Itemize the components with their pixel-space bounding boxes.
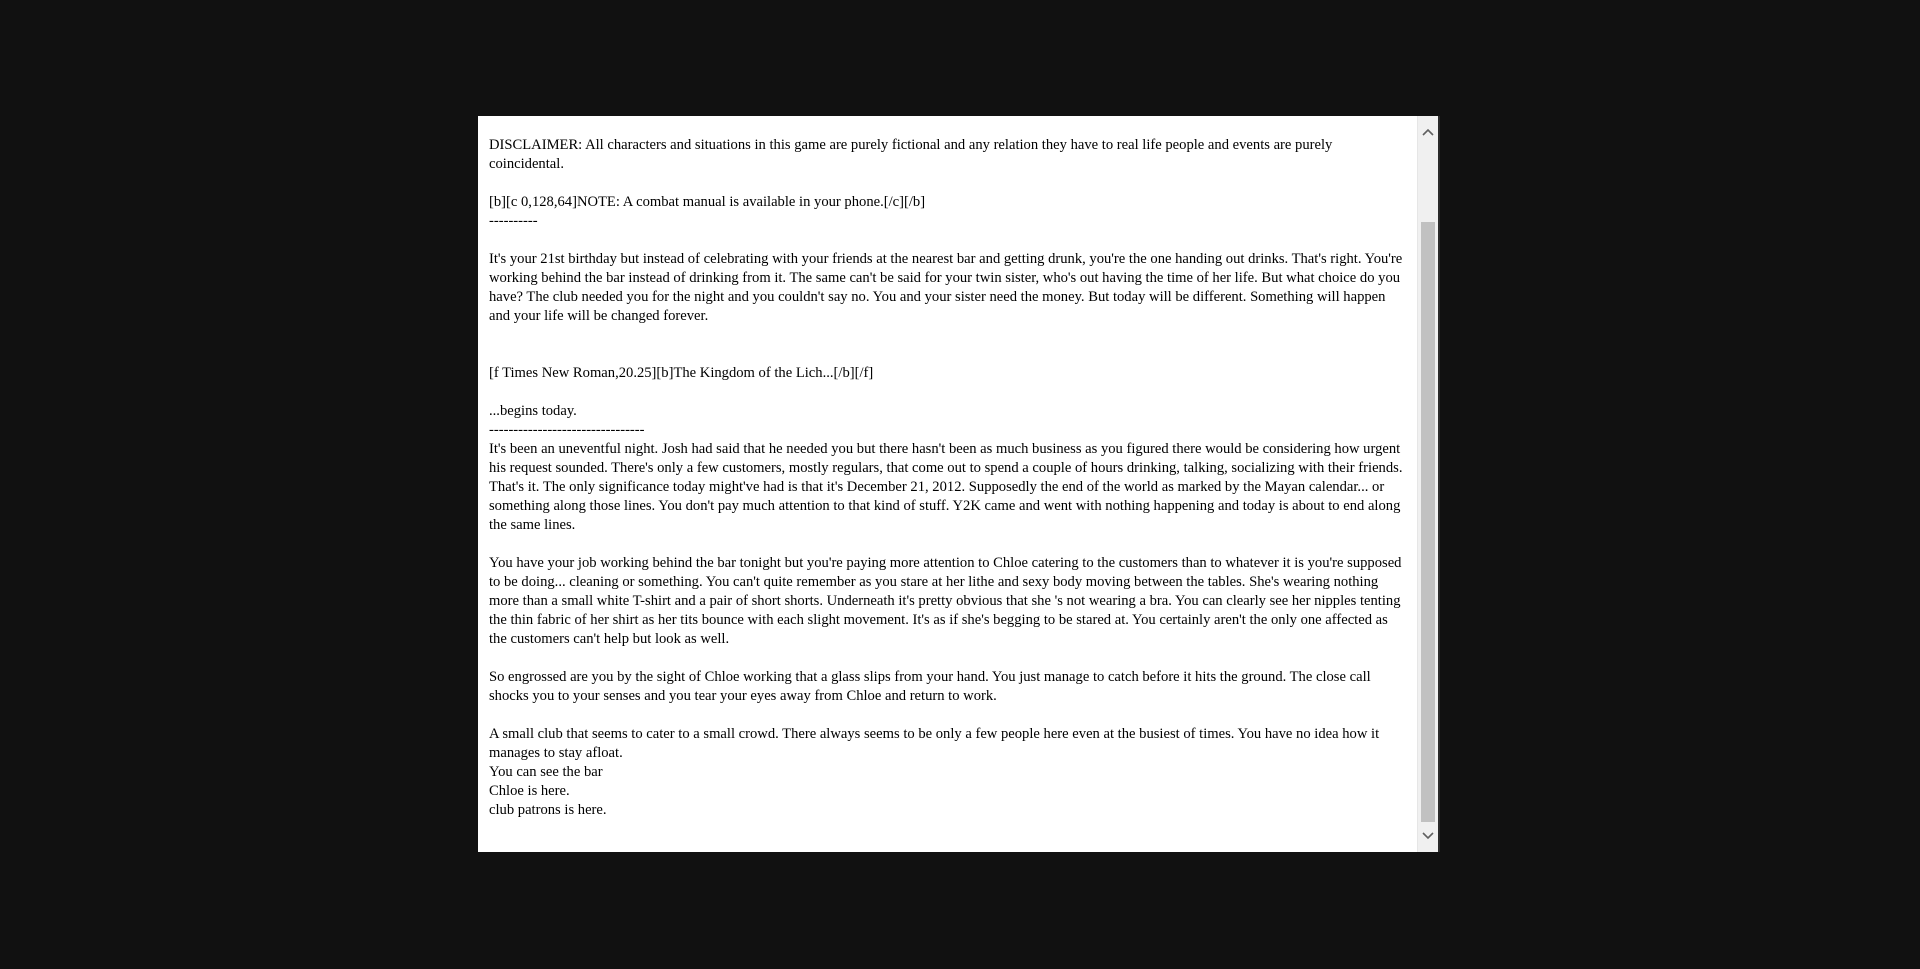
paragraph-gap bbox=[489, 326, 1407, 364]
paragraph-gap bbox=[489, 383, 1407, 402]
game-text-window bbox=[478, 116, 1440, 852]
scroll-down-button[interactable] bbox=[1418, 826, 1438, 846]
begins-text: ...begins today. bbox=[489, 403, 577, 419]
patrons-present-text: club patrons is here. bbox=[489, 802, 607, 818]
game-title-markup: [f Times New Roman,20.25][b]The Kingdom of the Lich...[/b][/f] bbox=[489, 365, 874, 381]
scroll-up-button[interactable] bbox=[1418, 122, 1438, 142]
story-text-area[interactable] bbox=[478, 116, 1417, 852]
chloe-present-text: Chloe is here. bbox=[489, 783, 570, 799]
job-paragraph: You have your job working behind the bar tonight but you're paying more attention to Chloe catering to the customers than to whatever it is you're supposed to be doing... cleaning or something. You can't quite remember as you stare at her lithe and sexy body moving between the tables. She's wearing nothing more than a small white T-shirt and a pair of short shorts. Underneath it's pretty obvious that she 's not wearing a bra. You can clearly see her nipples tenting the thin fabric of her shirt as her tits bounce with each slight movement. It's as if she's begging to be stared at. You certainly aren't the only one affected as the customers can't help but look as well. bbox=[489, 555, 1406, 647]
chevron-down-icon bbox=[1422, 827, 1434, 845]
glass-paragraph: So engrossed are you by the sight of Chloe working that a glass slips from your hand. You just manage to catch before it hits the ground. The close call shocks you to your senses and you tear your eyes away from Chloe and return to work. bbox=[489, 669, 1375, 704]
paragraph-gap bbox=[489, 174, 1407, 193]
paragraph-gap bbox=[489, 706, 1407, 725]
paragraph-gap bbox=[489, 535, 1407, 554]
night-paragraph: It's been an uneventful night. Josh had said that he needed you but there hasn't been as much business as you figured there would be considering how urgent his request sounded. There's only a few customers, mostly regulars, that come out to spend a couple of hours drinking, talking, socializing with their friends. That's it. The only significance today might've had is that it's December 21, 2012. Supposedly the end of the world as marked by the Mayan calendar... or something along those lines. You don't pay much attention to that kind of stuff. Y2K came and went with nothing happening and today is about to end along the same lines. bbox=[489, 441, 1406, 533]
short-divider: ---------- bbox=[489, 213, 538, 229]
see-bar-text: You can see the bar bbox=[489, 764, 603, 780]
location-description: A small club that seems to cater to a small crowd. There always seems to be only a few people here even at the busiest of times. You have no idea how it manages to stay afloat. bbox=[489, 726, 1383, 761]
note-text: [b][c 0,128,64]NOTE: A combat manual is available in your phone.[/c][/b] bbox=[489, 194, 926, 210]
paragraph-gap bbox=[489, 649, 1407, 668]
scrollbar-thumb[interactable] bbox=[1421, 222, 1435, 822]
intro-paragraph: It's your 21st birthday but instead of celebrating with your friends at the nearest bar and getting drunk, you're the one handing out drinks. That's right. You're working behind the bar instead of drinking from it. The same can't be said for your twin sister, who's out having the time of her life. But what choice do you have? The club needed you for the night and you couldn't say no. You and your sister need the money. But today will be different. Something will happen and your life will be changed forever. bbox=[489, 251, 1406, 324]
disclaimer-text: DISCLAIMER: All characters and situations in this game are purely fictional and any relation they have to real life people and events are purely coincidental. bbox=[489, 137, 1336, 172]
paragraph-gap bbox=[489, 231, 1407, 250]
long-divider: -------------------------------- bbox=[489, 422, 645, 438]
vertical-scrollbar[interactable] bbox=[1417, 116, 1438, 852]
chevron-up-icon bbox=[1422, 123, 1434, 141]
